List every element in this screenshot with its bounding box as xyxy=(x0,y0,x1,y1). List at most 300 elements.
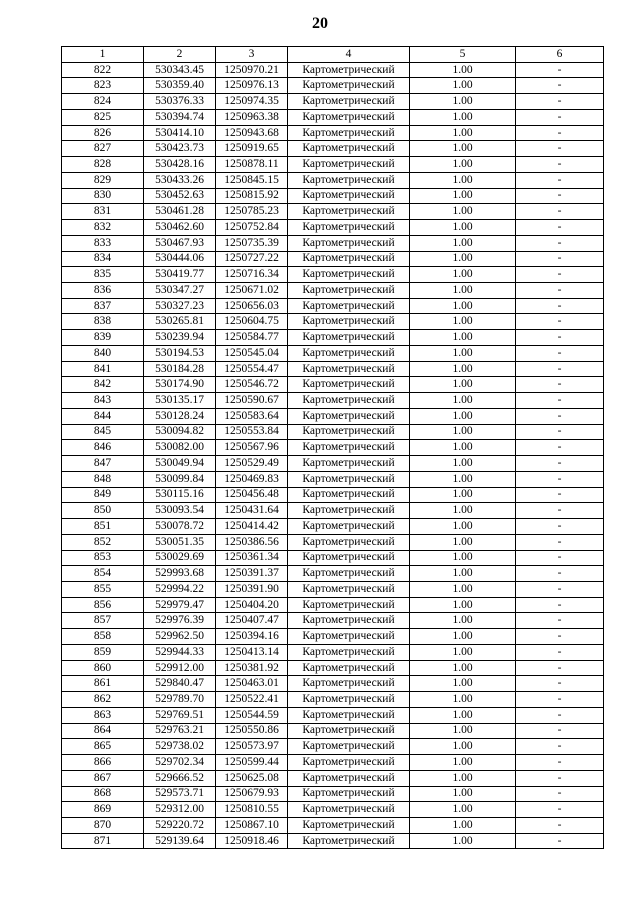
x-coordinate-cell: 530462.60 xyxy=(144,220,216,236)
point-number-cell: 855 xyxy=(62,581,144,597)
description-cell: - xyxy=(516,644,604,660)
table-row xyxy=(62,283,604,299)
description-cell: - xyxy=(516,802,604,818)
y-coordinate-cell: 1250554.47 xyxy=(216,361,288,377)
table-row xyxy=(62,62,604,78)
page-number: 20 xyxy=(312,15,328,32)
x-coordinate-cell: 529912.00 xyxy=(144,660,216,676)
accuracy-cell: 1.00 xyxy=(410,503,516,519)
description-cell: - xyxy=(516,471,604,487)
point-number-cell: 863 xyxy=(62,707,144,723)
y-coordinate-cell: 1250413.14 xyxy=(216,644,288,660)
description-cell: - xyxy=(516,519,604,535)
table-row xyxy=(62,393,604,409)
method-cell: Картометрический xyxy=(288,204,410,220)
method-cell: Картометрический xyxy=(288,345,410,361)
y-coordinate-cell: 1250785.23 xyxy=(216,204,288,220)
table-header xyxy=(62,47,604,63)
y-coordinate-cell: 1250456.48 xyxy=(216,487,288,503)
accuracy-cell: 1.00 xyxy=(410,62,516,78)
y-coordinate-cell: 1250735.39 xyxy=(216,235,288,251)
x-coordinate-cell: 530184.28 xyxy=(144,361,216,377)
accuracy-cell: 1.00 xyxy=(410,755,516,771)
description-cell: - xyxy=(516,817,604,833)
method-cell: Картометрический xyxy=(288,235,410,251)
accuracy-cell: 1.00 xyxy=(410,519,516,535)
x-coordinate-cell: 529979.47 xyxy=(144,597,216,613)
table-row xyxy=(62,267,604,283)
method-cell: Картометрический xyxy=(288,94,410,110)
description-cell: - xyxy=(516,692,604,708)
y-coordinate-cell: 1250656.03 xyxy=(216,298,288,314)
x-coordinate-cell: 529763.21 xyxy=(144,723,216,739)
description-cell: - xyxy=(516,188,604,204)
accuracy-cell: 1.00 xyxy=(410,267,516,283)
method-cell: Картометрический xyxy=(288,424,410,440)
y-coordinate-cell: 1250919.65 xyxy=(216,141,288,157)
y-coordinate-cell: 1250407.47 xyxy=(216,613,288,629)
accuracy-cell: 1.00 xyxy=(410,157,516,173)
x-coordinate-cell: 529840.47 xyxy=(144,676,216,692)
method-cell: Картометрический xyxy=(288,393,410,409)
accuracy-cell: 1.00 xyxy=(410,298,516,314)
column-header: 2 xyxy=(144,47,216,63)
description-cell: - xyxy=(516,62,604,78)
point-number-cell: 859 xyxy=(62,644,144,660)
table-row xyxy=(62,534,604,550)
accuracy-cell: 1.00 xyxy=(410,393,516,409)
table-row xyxy=(62,141,604,157)
point-number-cell: 837 xyxy=(62,298,144,314)
y-coordinate-cell: 1250431.64 xyxy=(216,503,288,519)
method-cell: Картометрический xyxy=(288,220,410,236)
table-row xyxy=(62,188,604,204)
table-row xyxy=(62,471,604,487)
table-row xyxy=(62,566,604,582)
table-row xyxy=(62,613,604,629)
point-number-cell: 871 xyxy=(62,833,144,849)
method-cell: Картометрический xyxy=(288,440,410,456)
point-number-cell: 868 xyxy=(62,786,144,802)
method-cell: Картометрический xyxy=(288,739,410,755)
method-cell: Картометрический xyxy=(288,676,410,692)
point-number-cell: 822 xyxy=(62,62,144,78)
method-cell: Картометрический xyxy=(288,487,410,503)
description-cell: - xyxy=(516,755,604,771)
table-row xyxy=(62,345,604,361)
point-number-cell: 858 xyxy=(62,629,144,645)
y-coordinate-cell: 1250604.75 xyxy=(216,314,288,330)
point-number-cell: 838 xyxy=(62,314,144,330)
accuracy-cell: 1.00 xyxy=(410,597,516,613)
x-coordinate-cell: 530327.23 xyxy=(144,298,216,314)
y-coordinate-cell: 1250845.15 xyxy=(216,172,288,188)
method-cell: Картометрический xyxy=(288,534,410,550)
accuracy-cell: 1.00 xyxy=(410,408,516,424)
accuracy-cell: 1.00 xyxy=(410,235,516,251)
method-cell: Картометрический xyxy=(288,471,410,487)
x-coordinate-cell: 530093.54 xyxy=(144,503,216,519)
accuracy-cell: 1.00 xyxy=(410,676,516,692)
method-cell: Картометрический xyxy=(288,267,410,283)
x-coordinate-cell: 530394.74 xyxy=(144,109,216,125)
method-cell: Картометрический xyxy=(288,314,410,330)
table-row xyxy=(62,755,604,771)
accuracy-cell: 1.00 xyxy=(410,566,516,582)
description-cell: - xyxy=(516,330,604,346)
x-coordinate-cell: 530115.16 xyxy=(144,487,216,503)
description-cell: - xyxy=(516,298,604,314)
table-row xyxy=(62,676,604,692)
y-coordinate-cell: 1250599.44 xyxy=(216,755,288,771)
accuracy-cell: 1.00 xyxy=(410,251,516,267)
description-cell: - xyxy=(516,314,604,330)
x-coordinate-cell: 530347.27 xyxy=(144,283,216,299)
method-cell: Картометрический xyxy=(288,109,410,125)
description-cell: - xyxy=(516,157,604,173)
point-number-cell: 842 xyxy=(62,377,144,393)
y-coordinate-cell: 1250573.97 xyxy=(216,739,288,755)
description-cell: - xyxy=(516,503,604,519)
table-row xyxy=(62,739,604,755)
method-cell: Картометрический xyxy=(288,361,410,377)
accuracy-cell: 1.00 xyxy=(410,613,516,629)
point-number-cell: 836 xyxy=(62,283,144,299)
x-coordinate-cell: 530094.82 xyxy=(144,424,216,440)
description-cell: - xyxy=(516,534,604,550)
x-coordinate-cell: 530174.90 xyxy=(144,377,216,393)
point-number-cell: 849 xyxy=(62,487,144,503)
y-coordinate-cell: 1250974.35 xyxy=(216,94,288,110)
method-cell: Картометрический xyxy=(288,644,410,660)
method-cell: Картометрический xyxy=(288,597,410,613)
table-row xyxy=(62,109,604,125)
x-coordinate-cell: 529702.34 xyxy=(144,755,216,771)
y-coordinate-cell: 1250550.86 xyxy=(216,723,288,739)
column-header: 6 xyxy=(516,47,604,63)
table-body xyxy=(62,62,604,849)
accuracy-cell: 1.00 xyxy=(410,786,516,802)
method-cell: Картометрический xyxy=(288,62,410,78)
accuracy-cell: 1.00 xyxy=(410,707,516,723)
y-coordinate-cell: 1250529.49 xyxy=(216,456,288,472)
accuracy-cell: 1.00 xyxy=(410,817,516,833)
y-coordinate-cell: 1250553.84 xyxy=(216,424,288,440)
y-coordinate-cell: 1250625.08 xyxy=(216,770,288,786)
table-row xyxy=(62,503,604,519)
x-coordinate-cell: 530444.06 xyxy=(144,251,216,267)
description-cell: - xyxy=(516,566,604,582)
accuracy-cell: 1.00 xyxy=(410,283,516,299)
point-number-cell: 861 xyxy=(62,676,144,692)
point-number-cell: 840 xyxy=(62,345,144,361)
description-cell: - xyxy=(516,487,604,503)
accuracy-cell: 1.00 xyxy=(410,172,516,188)
y-coordinate-cell: 1250590.67 xyxy=(216,393,288,409)
table-row xyxy=(62,78,604,94)
x-coordinate-cell: 530029.69 xyxy=(144,550,216,566)
x-coordinate-cell: 529993.68 xyxy=(144,566,216,582)
table-row xyxy=(62,204,604,220)
x-coordinate-cell: 530376.33 xyxy=(144,94,216,110)
table-row xyxy=(62,660,604,676)
point-number-cell: 850 xyxy=(62,503,144,519)
x-coordinate-cell: 530082.00 xyxy=(144,440,216,456)
table-row xyxy=(62,298,604,314)
method-cell: Картометрический xyxy=(288,566,410,582)
description-cell: - xyxy=(516,109,604,125)
y-coordinate-cell: 1250976.13 xyxy=(216,78,288,94)
description-cell: - xyxy=(516,440,604,456)
y-coordinate-cell: 1250716.34 xyxy=(216,267,288,283)
method-cell: Картометрический xyxy=(288,377,410,393)
y-coordinate-cell: 1250727.22 xyxy=(216,251,288,267)
accuracy-cell: 1.00 xyxy=(410,550,516,566)
point-number-cell: 834 xyxy=(62,251,144,267)
point-number-cell: 869 xyxy=(62,802,144,818)
accuracy-cell: 1.00 xyxy=(410,471,516,487)
x-coordinate-cell: 529573.71 xyxy=(144,786,216,802)
accuracy-cell: 1.00 xyxy=(410,361,516,377)
method-cell: Картометрический xyxy=(288,629,410,645)
y-coordinate-cell: 1250878.11 xyxy=(216,157,288,173)
description-cell: - xyxy=(516,235,604,251)
y-coordinate-cell: 1250810.55 xyxy=(216,802,288,818)
method-cell: Картометрический xyxy=(288,157,410,173)
table-row xyxy=(62,94,604,110)
description-cell: - xyxy=(516,251,604,267)
y-coordinate-cell: 1250463.01 xyxy=(216,676,288,692)
point-number-cell: 853 xyxy=(62,550,144,566)
method-cell: Картометрический xyxy=(288,298,410,314)
column-header: 4 xyxy=(288,47,410,63)
method-cell: Картометрический xyxy=(288,833,410,849)
x-coordinate-cell: 530265.81 xyxy=(144,314,216,330)
accuracy-cell: 1.00 xyxy=(410,644,516,660)
point-number-cell: 860 xyxy=(62,660,144,676)
method-cell: Картометрический xyxy=(288,283,410,299)
description-cell: - xyxy=(516,172,604,188)
description-cell: - xyxy=(516,125,604,141)
point-number-cell: 844 xyxy=(62,408,144,424)
table-row xyxy=(62,172,604,188)
method-cell: Картометрический xyxy=(288,125,410,141)
accuracy-cell: 1.00 xyxy=(410,581,516,597)
x-coordinate-cell: 529976.39 xyxy=(144,613,216,629)
point-number-cell: 864 xyxy=(62,723,144,739)
accuracy-cell: 1.00 xyxy=(410,314,516,330)
point-number-cell: 843 xyxy=(62,393,144,409)
description-cell: - xyxy=(516,204,604,220)
table-row xyxy=(62,597,604,613)
table-row xyxy=(62,770,604,786)
table-row xyxy=(62,644,604,660)
y-coordinate-cell: 1250815.92 xyxy=(216,188,288,204)
x-coordinate-cell: 530423.73 xyxy=(144,141,216,157)
method-cell: Картометрический xyxy=(288,519,410,535)
point-number-cell: 835 xyxy=(62,267,144,283)
point-number-cell: 870 xyxy=(62,817,144,833)
method-cell: Картометрический xyxy=(288,141,410,157)
y-coordinate-cell: 1250567.96 xyxy=(216,440,288,456)
x-coordinate-cell: 530099.84 xyxy=(144,471,216,487)
x-coordinate-cell: 530428.16 xyxy=(144,157,216,173)
x-coordinate-cell: 530343.45 xyxy=(144,62,216,78)
table-row xyxy=(62,220,604,236)
table-row xyxy=(62,707,604,723)
point-number-cell: 846 xyxy=(62,440,144,456)
y-coordinate-cell: 1250679.93 xyxy=(216,786,288,802)
x-coordinate-cell: 530414.10 xyxy=(144,125,216,141)
accuracy-cell: 1.00 xyxy=(410,692,516,708)
table-row xyxy=(62,251,604,267)
description-cell: - xyxy=(516,393,604,409)
method-cell: Картометрический xyxy=(288,330,410,346)
description-cell: - xyxy=(516,267,604,283)
accuracy-cell: 1.00 xyxy=(410,802,516,818)
column-header: 5 xyxy=(410,47,516,63)
accuracy-cell: 1.00 xyxy=(410,188,516,204)
description-cell: - xyxy=(516,345,604,361)
y-coordinate-cell: 1250970.21 xyxy=(216,62,288,78)
y-coordinate-cell: 1250867.10 xyxy=(216,817,288,833)
point-number-cell: 862 xyxy=(62,692,144,708)
point-number-cell: 830 xyxy=(62,188,144,204)
table-row xyxy=(62,456,604,472)
accuracy-cell: 1.00 xyxy=(410,330,516,346)
method-cell: Картометрический xyxy=(288,408,410,424)
description-cell: - xyxy=(516,723,604,739)
description-cell: - xyxy=(516,377,604,393)
description-cell: - xyxy=(516,550,604,566)
point-number-cell: 828 xyxy=(62,157,144,173)
point-number-cell: 867 xyxy=(62,770,144,786)
accuracy-cell: 1.00 xyxy=(410,204,516,220)
accuracy-cell: 1.00 xyxy=(410,833,516,849)
method-cell: Картометрический xyxy=(288,503,410,519)
description-cell: - xyxy=(516,581,604,597)
accuracy-cell: 1.00 xyxy=(410,629,516,645)
description-cell: - xyxy=(516,613,604,629)
y-coordinate-cell: 1250391.37 xyxy=(216,566,288,582)
description-cell: - xyxy=(516,629,604,645)
point-number-cell: 829 xyxy=(62,172,144,188)
description-cell: - xyxy=(516,597,604,613)
description-cell: - xyxy=(516,456,604,472)
accuracy-cell: 1.00 xyxy=(410,534,516,550)
point-number-cell: 823 xyxy=(62,78,144,94)
x-coordinate-cell: 529994.22 xyxy=(144,581,216,597)
method-cell: Картометрический xyxy=(288,172,410,188)
accuracy-cell: 1.00 xyxy=(410,109,516,125)
x-coordinate-cell: 530078.72 xyxy=(144,519,216,535)
table-row xyxy=(62,723,604,739)
point-number-cell: 865 xyxy=(62,739,144,755)
method-cell: Картометрический xyxy=(288,613,410,629)
y-coordinate-cell: 1250671.02 xyxy=(216,283,288,299)
point-number-cell: 839 xyxy=(62,330,144,346)
method-cell: Картометрический xyxy=(288,802,410,818)
header-row xyxy=(62,47,604,63)
x-coordinate-cell: 529769.51 xyxy=(144,707,216,723)
accuracy-cell: 1.00 xyxy=(410,739,516,755)
point-number-cell: 827 xyxy=(62,141,144,157)
description-cell: - xyxy=(516,78,604,94)
point-number-cell: 856 xyxy=(62,597,144,613)
description-cell: - xyxy=(516,283,604,299)
description-cell: - xyxy=(516,408,604,424)
description-cell: - xyxy=(516,660,604,676)
y-coordinate-cell: 1250414.42 xyxy=(216,519,288,535)
y-coordinate-cell: 1250381.92 xyxy=(216,660,288,676)
y-coordinate-cell: 1250752.84 xyxy=(216,220,288,236)
y-coordinate-cell: 1250404.20 xyxy=(216,597,288,613)
method-cell: Картометрический xyxy=(288,550,410,566)
point-number-cell: 852 xyxy=(62,534,144,550)
table-row xyxy=(62,581,604,597)
y-coordinate-cell: 1250394.16 xyxy=(216,629,288,645)
x-coordinate-cell: 530135.17 xyxy=(144,393,216,409)
accuracy-cell: 1.00 xyxy=(410,345,516,361)
method-cell: Картометрический xyxy=(288,660,410,676)
table-row xyxy=(62,786,604,802)
x-coordinate-cell: 530128.24 xyxy=(144,408,216,424)
description-cell: - xyxy=(516,833,604,849)
x-coordinate-cell: 530051.35 xyxy=(144,534,216,550)
accuracy-cell: 1.00 xyxy=(410,125,516,141)
y-coordinate-cell: 1250943.68 xyxy=(216,125,288,141)
y-coordinate-cell: 1250584.77 xyxy=(216,330,288,346)
column-header: 3 xyxy=(216,47,288,63)
method-cell: Картометрический xyxy=(288,707,410,723)
y-coordinate-cell: 1250544.59 xyxy=(216,707,288,723)
description-cell: - xyxy=(516,220,604,236)
x-coordinate-cell: 530452.63 xyxy=(144,188,216,204)
description-cell: - xyxy=(516,94,604,110)
method-cell: Картометрический xyxy=(288,188,410,204)
x-coordinate-cell: 530433.26 xyxy=(144,172,216,188)
table-row xyxy=(62,424,604,440)
y-coordinate-cell: 1250963.38 xyxy=(216,109,288,125)
accuracy-cell: 1.00 xyxy=(410,424,516,440)
point-number-cell: 847 xyxy=(62,456,144,472)
accuracy-cell: 1.00 xyxy=(410,487,516,503)
x-coordinate-cell: 530467.93 xyxy=(144,235,216,251)
description-cell: - xyxy=(516,786,604,802)
x-coordinate-cell: 529738.02 xyxy=(144,739,216,755)
point-number-cell: 857 xyxy=(62,613,144,629)
coordinates-table xyxy=(61,46,604,849)
x-coordinate-cell: 529220.72 xyxy=(144,817,216,833)
x-coordinate-cell: 530359.40 xyxy=(144,78,216,94)
description-cell: - xyxy=(516,424,604,440)
table-row xyxy=(62,330,604,346)
accuracy-cell: 1.00 xyxy=(410,377,516,393)
accuracy-cell: 1.00 xyxy=(410,456,516,472)
method-cell: Картометрический xyxy=(288,786,410,802)
table-row xyxy=(62,487,604,503)
table-row xyxy=(62,157,604,173)
table-row xyxy=(62,361,604,377)
x-coordinate-cell: 530419.77 xyxy=(144,267,216,283)
accuracy-cell: 1.00 xyxy=(410,141,516,157)
y-coordinate-cell: 1250391.90 xyxy=(216,581,288,597)
table-row xyxy=(62,550,604,566)
method-cell: Картометрический xyxy=(288,456,410,472)
x-coordinate-cell: 529789.70 xyxy=(144,692,216,708)
y-coordinate-cell: 1250918.46 xyxy=(216,833,288,849)
point-number-cell: 845 xyxy=(62,424,144,440)
